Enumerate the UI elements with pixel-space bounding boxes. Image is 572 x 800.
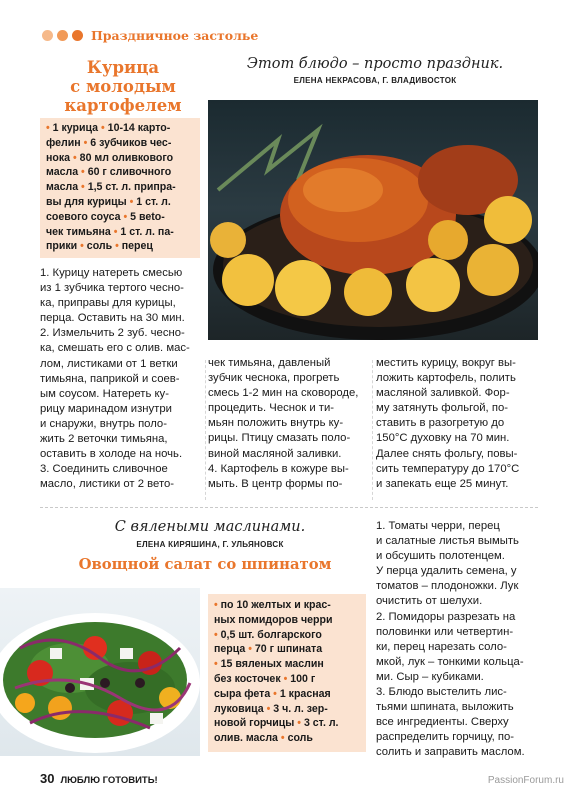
step-line: му затянуть фольгой, по- — [376, 402, 508, 415]
ingredient-line: луковица • 3 ч. л. зер- — [214, 702, 328, 715]
step-line: местить курицу, вокруг вы- — [376, 357, 516, 369]
recipe1-title-line: Курица — [86, 58, 160, 77]
step-line: ставить в разогретую до — [376, 417, 505, 430]
recipe1-steps-col1 — [40, 266, 203, 492]
ingredient-line: фелин • 6 зубчиков чес- — [46, 136, 172, 149]
step-line: процедить. Чеснок и ти- — [208, 402, 335, 415]
salad-illustration — [0, 588, 200, 756]
step-line: тьями шпината, выложить — [376, 701, 514, 714]
bullet-icon: • — [46, 122, 50, 134]
ingredient-line: • по 10 желтых и крас- — [214, 599, 331, 611]
step-line: виной масляной заливки. — [208, 447, 342, 460]
ingredient-line: прики • соль • перец — [46, 240, 153, 253]
chicken-illustration — [208, 100, 538, 340]
recipe2-author: ЕЛЕНА КИРЯШИНА, Г. УЛЬЯНОВСК — [136, 540, 284, 549]
step-line: зубчик чеснока, прогреть — [208, 372, 340, 385]
step-line: мьян положить внутрь ку- — [208, 417, 344, 430]
ingredient-line: чек тимьяна • 1 ст. л. па- — [46, 225, 174, 238]
header-dot-icon — [57, 30, 68, 41]
step-line: все ингредиенты. Сверху — [376, 716, 509, 729]
ingredient-line: олив. масла • соль — [214, 732, 313, 745]
bullet-icon: • — [83, 136, 88, 149]
ingredient-line: соевого соуса • 5 веto- — [46, 210, 165, 223]
step-line: 150°С духовку на 70 мин. — [376, 432, 510, 445]
step-line: ми. Сыр – кубиками. — [376, 670, 484, 683]
step-line: лом, листиками от 1 ветки — [40, 357, 178, 370]
recipe1-quote: Этот блюдо – просто праздник. — [246, 56, 504, 72]
ingredient-line: • 0,5 шт. болгарского — [214, 628, 322, 641]
step-line: сить температуру до 170°С — [376, 462, 520, 475]
recipe1-author: ЕЛЕНА НЕКРАСОВА, Г. ВЛАДИВОСТОК — [293, 76, 457, 85]
step-line: и снаружи, внутрь поло- — [40, 417, 167, 430]
step-line: очистить от шелухи. — [376, 595, 483, 608]
salad-photo — [0, 588, 200, 756]
bullet-icon: • — [273, 687, 277, 700]
step-line: солить и заправить маслом. — [376, 746, 525, 759]
ingredient-line: ных помидоров черри — [214, 613, 333, 626]
step-line: ки, перец нарезать соло- — [376, 640, 507, 653]
section-header — [42, 26, 258, 44]
step-line: ложить картофель, полить — [376, 372, 516, 385]
recipe2-quote: С вялеными маслинами. — [114, 519, 306, 535]
recipe1-steps-col2 — [208, 356, 369, 492]
step-line: перца. Оставить на 30 мин. — [40, 312, 185, 325]
step-line: половинки или четвертин- — [376, 625, 514, 638]
recipe2-steps — [376, 519, 538, 761]
column-divider — [372, 360, 373, 500]
step-line: масло, листики от 2 вето- — [40, 478, 175, 491]
bullet-icon: • — [248, 643, 252, 656]
step-line: 3. Блюдо выстелить лис- — [376, 686, 507, 699]
step-line: У перца удалить семена, у — [376, 565, 517, 578]
ingredient-line: новой горчицы • 3 ст. л. — [214, 717, 339, 730]
step-line: из 1 зубчика тертого чесно- — [40, 282, 184, 295]
step-line: и обсушить полотенцем. — [376, 550, 505, 563]
step-line: смесь 1-2 мин на сковороде, — [208, 387, 359, 400]
bullet-icon: • — [81, 181, 85, 194]
header-dot-icon — [42, 30, 53, 41]
page-footer — [40, 771, 158, 786]
step-line: мыть. В центр формы по- — [208, 477, 343, 490]
header-dot-icon — [72, 30, 83, 41]
ingredient-line: масла • 60 г сливочного — [46, 166, 172, 179]
section-divider — [40, 507, 538, 508]
bullet-icon: • — [214, 599, 218, 611]
bullet-icon: • — [297, 717, 302, 730]
step-line: 2. Помидоры разрезать на — [376, 610, 516, 623]
bullet-icon: • — [73, 151, 77, 164]
step-line: чек тимьяна, давленый — [208, 357, 331, 369]
ingredient-line: без косточек • 100 г — [214, 672, 316, 685]
bullet-icon: • — [80, 240, 84, 253]
step-line: 1. Курицу натереть смесью — [40, 267, 183, 279]
step-line: тимьяна, паприкой и соев- — [40, 372, 180, 385]
bullet-icon: • — [214, 658, 218, 671]
chicken-photo — [208, 100, 538, 340]
recipe1-title-line: картофелем — [64, 96, 182, 115]
step-line: и салатные листья вымыть — [376, 535, 519, 548]
step-line: распределить горчицу, по- — [376, 731, 515, 744]
step-line: томатов – плодоножки. Лук — [376, 580, 519, 593]
step-line: 3. Соединить сливочное — [40, 463, 168, 476]
ingredient-line: • 15 вяленых маслин — [214, 658, 324, 671]
step-line: 2. Измельчить 2 зуб. чесно- — [40, 327, 185, 340]
bullet-icon: • — [280, 732, 285, 745]
step-line: ым соусом. Натереть ку- — [40, 387, 169, 400]
column-divider — [205, 360, 206, 500]
ingredient-line: • 1 курица • 10-14 карто- — [46, 122, 171, 134]
step-line: жить 2 веточки тимьяна, — [40, 433, 168, 446]
recipe1-ingredients — [40, 118, 200, 258]
recipe1-steps-col3 — [376, 356, 536, 492]
bullet-icon: • — [81, 166, 85, 179]
step-line: оставить в холоде на ночь. — [40, 448, 183, 461]
recipe1-title — [48, 58, 198, 115]
ingredient-line: масла • 1,5 ст. л. припра- — [46, 181, 176, 194]
bullet-icon: • — [101, 122, 105, 134]
bullet-icon: • — [266, 702, 271, 715]
bullet-icon: • — [129, 195, 134, 208]
step-line: мкой, лук – тонкими кольца- — [376, 655, 524, 668]
step-line: рицу маринадом изнутри — [40, 402, 172, 415]
magazine-name: ЛЮБЛЮ ГОТОВИТЬ! — [60, 775, 158, 786]
ingredient-line: перца • 70 г шпината — [214, 643, 323, 656]
step-line: рицы. Птицу смазать поло- — [208, 432, 351, 445]
bullet-icon: • — [283, 672, 288, 685]
bullet-icon: • — [113, 225, 118, 238]
page-number: 30 — [40, 771, 55, 786]
ingredient-line: вы для курицы • 1 ст. л. — [46, 195, 171, 208]
step-line: Далее снять фольгу, повы- — [376, 447, 518, 460]
recipe2-ingredients — [208, 594, 366, 752]
bullet-icon: • — [123, 210, 128, 223]
step-line: масляной заливкой. Фор- — [376, 387, 510, 400]
bullet-icon: • — [214, 628, 218, 641]
ingredient-line: нока • 80 мл оливкового — [46, 151, 174, 164]
ingredient-line: сыра фета • 1 красная — [214, 687, 331, 700]
step-line: 4. Картофель в кожуре вы- — [208, 462, 349, 475]
recipe2-title: Овощной салат со шпинатом — [78, 556, 332, 573]
section-label: Праздничное застолье — [91, 27, 259, 43]
recipe1-title-line: с молодым — [70, 77, 176, 96]
watermark: PassionForum.ru — [487, 775, 564, 786]
step-line: 1. Томаты черри, перец — [376, 520, 500, 532]
bullet-icon: • — [115, 240, 119, 253]
step-line: ка, приправы для курицы, — [40, 297, 176, 310]
step-line: и запекать еще 25 минут. — [376, 477, 509, 490]
step-line: ка, смешать его с олив. мас- — [40, 342, 190, 355]
